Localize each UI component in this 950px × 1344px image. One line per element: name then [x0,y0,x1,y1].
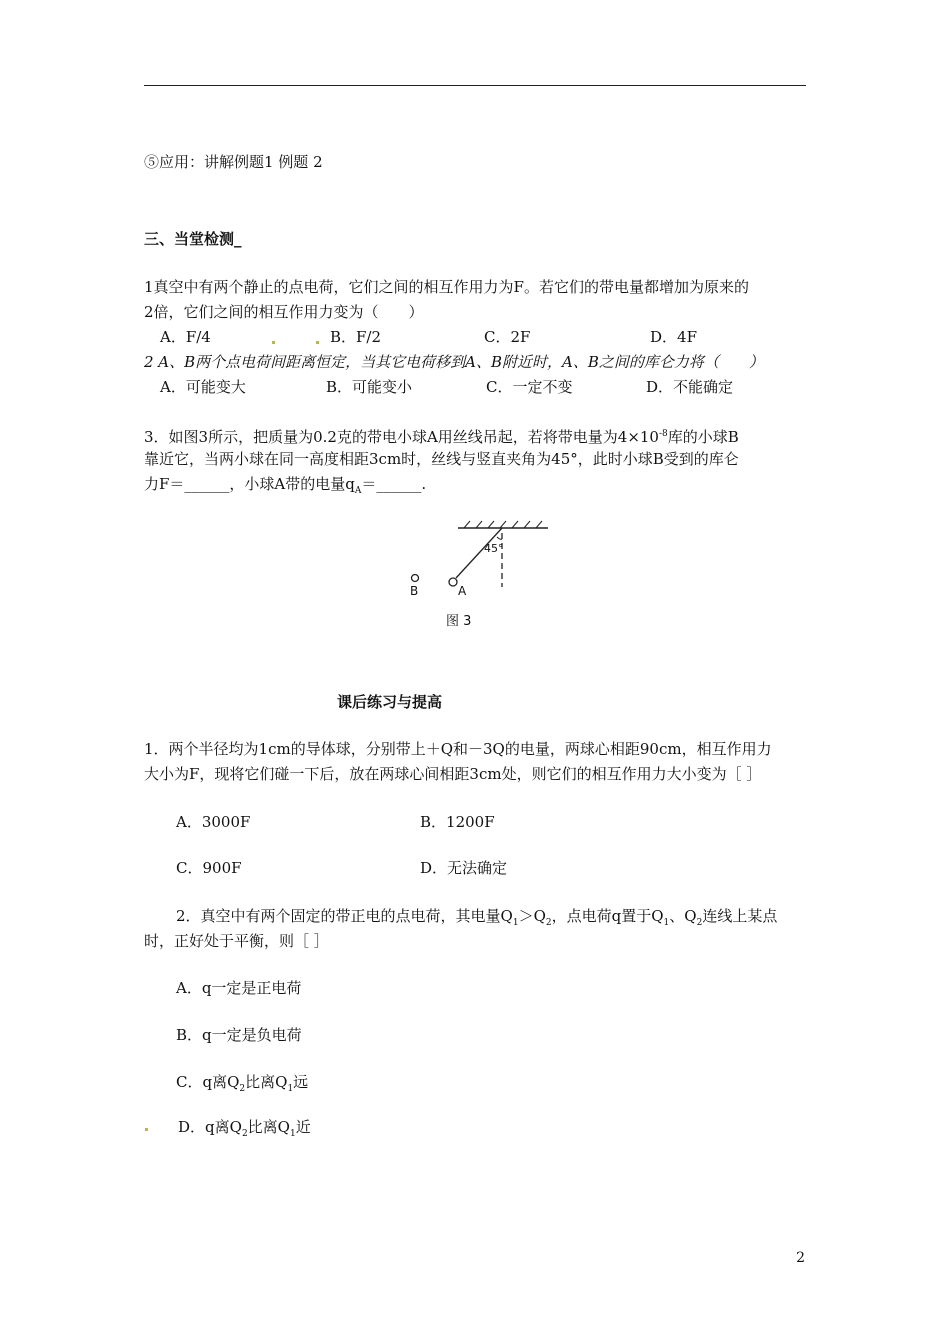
q3-line1 [144,424,739,447]
q2-option-d: D．不能确定 [646,378,734,396]
hw-q2-optc-sub: 2 [239,1084,246,1094]
q1-line2: 2倍，它们之间的相互作用力变为（ ） [144,303,424,321]
q1-option-c: C．2F [484,328,531,346]
hw-q2-sub: 1 [512,918,519,928]
hw-q2-text-d: 、Q [669,907,697,925]
hw-q2-optd-c: 近 [295,1118,311,1136]
hw-q2-sub: 1 [663,918,670,928]
q1-option-b: B．F/2 [330,328,382,346]
ball-b-label: B [410,584,419,598]
q2-option-b: B．可能变小 [326,378,413,396]
hw-q2-option-b: B．q一定是负电荷 [176,1026,302,1044]
section-heading: 三、当堂检测_ [144,230,242,248]
figure-3 [400,515,560,635]
hw-q1-option-d: D．无法确定 [420,859,508,877]
header-rule [144,85,806,86]
hw-q2-line1 [176,906,777,933]
q3-subscript: A [354,486,362,496]
hw-q2-optc-b: 比离Q [245,1073,288,1091]
hw-q1-line1: 1．两个半径均为1cm的导体球，分别带上＋Q和－3Q的电量，两球心相距90cm，相互作用力 [144,740,772,758]
q3-line1-tail: 库的小球B [667,428,739,446]
q2-line1: 2 A、B两个点电荷间距离恒定，当其它电荷移到A、B附近时，A、B之间的库仑力将（ ） [144,353,764,371]
q1-option-a: A．F/4 [160,328,211,346]
hw-q2-optd-b: 比离Q [247,1118,290,1136]
q3-line3-tail: ＝______. [361,475,427,493]
hw-q2-optd-a: D．q离Q [178,1118,242,1136]
hw-q2-option-c [176,1072,308,1099]
q2-option-c: C．一定不变 [486,378,573,396]
hw-q2-optc-sub: 1 [287,1084,294,1094]
hw-q1-line2: 大小为F，现将它们碰一下后，放在两球心间相距3cm处，则它们的相互作用力大小变为［ ］ [144,765,762,783]
hw-q2-text-b: ＞Q [518,907,546,925]
ball-a-label: A [458,584,467,598]
homework-title: 课后练习与提高 [337,693,443,711]
ceiling-hatching [464,521,542,528]
hw-q2-sub: 2 [696,918,703,928]
hw-q2-text-c: ，点电荷q置于Q [551,907,664,925]
hw-q2-optd-sub: 1 [289,1129,296,1139]
angle-label: 45° [484,542,504,555]
page-number: 2 [796,1250,805,1266]
speck [272,341,275,344]
q1-option-d: D．4F [650,328,697,346]
hw-q1-option-b: B．1200F [420,813,495,831]
hw-q2-option-a: A．q一定是正电荷 [176,979,302,997]
q3-line3-text: 力F＝______，小球A带的电量q [144,475,355,493]
angle-arc [497,537,502,539]
ball-b [412,575,419,582]
q3-exponent: -8 [658,429,668,439]
hw-q2-optc-a: C．q离Q [176,1073,240,1091]
q3-line1-text: 3．如图3所示，把质量为0.2克的带电小球A用丝线吊起，若将带电量为4×10 [144,428,659,446]
q2-option-a: A．可能变大 [160,378,246,396]
hw-q2-sub: 2 [545,918,552,928]
q3-line3 [144,474,426,501]
hw-q2-line2: 时，正好处于平衡，则［ ］ [144,932,329,950]
q1-line1: 1真空中有两个静止的点电荷，它们之间的相互作用力为F。若它们的带电量都增加为原来的 [144,278,749,296]
hw-q1-option-c: C．900F [176,859,242,877]
figure-caption: 图 3 [446,614,472,629]
hw-q2-text-a: 2．真空中有两个固定的带正电的点电荷，其电量Q [176,907,513,925]
hw-q2-text-e: 连线上某点 [702,907,778,925]
ball-a [449,578,457,586]
speck [145,1128,148,1131]
hw-q1-option-a: A．3000F [176,813,251,831]
hw-q2-option-d [178,1117,311,1144]
hw-q2-optc-c: 远 [293,1073,309,1091]
speck [316,341,319,344]
apply-line: ⑤应用：讲解例题1 例题 2 [144,153,323,171]
hw-q2-optd-sub: 2 [241,1129,248,1139]
q3-line2: 靠近它，当两小球在同一高度相距3cm时，丝线与竖直夹角为45°，此时小球B受到的库仑 [144,450,739,468]
